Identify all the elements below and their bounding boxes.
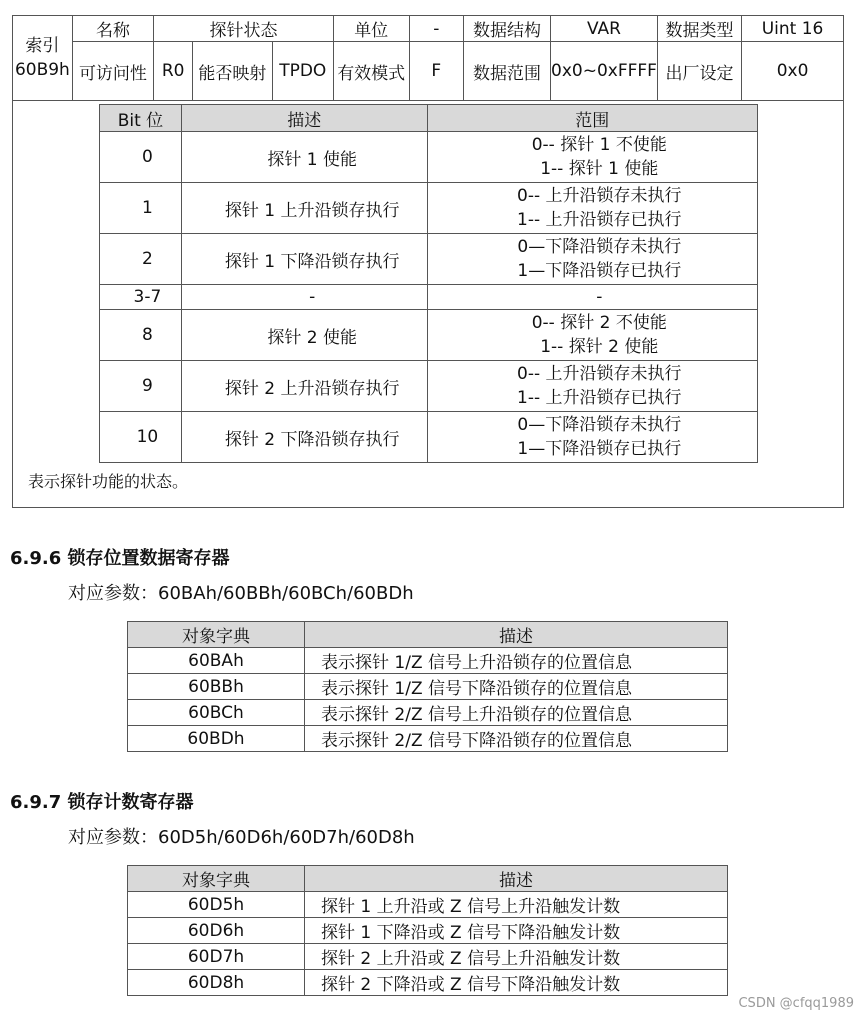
bit-cell: 3-7: [100, 285, 182, 310]
table-row: [100, 285, 758, 310]
index-value: 60B9h: [14, 60, 70, 80]
table-row: [100, 361, 758, 412]
table-row: [100, 234, 758, 285]
table-row: [128, 970, 728, 996]
range-line: 0-- 上升沿锁存未执行: [517, 364, 682, 384]
data-type-label: 数据类型: [657, 16, 741, 42]
table-row: [128, 648, 728, 674]
range-line: 0-- 探针 1 不使能: [531, 135, 667, 155]
unit-label: 单位: [333, 16, 409, 42]
table-row: [128, 892, 728, 918]
object-dict-header: 对象字典: [128, 866, 305, 892]
desc-cell: 探针 1 使能: [181, 132, 427, 183]
mappable-label: 能否映射: [193, 42, 272, 101]
object-desc: 探针 2 下降沿或 Z 信号下降沿触发计数: [305, 970, 728, 996]
desc-cell: 探针 2 上升沿锁存执行: [181, 361, 427, 412]
range-line: 1-- 探针 2 使能: [540, 337, 659, 357]
section-params-696: 对应参数：60BAh/60BBh/60BCh/60BDh: [68, 583, 414, 604]
range-cell: [427, 234, 757, 285]
desc-header: 描述: [305, 866, 728, 892]
range-line: 0-- 上升沿锁存未执行: [517, 186, 682, 206]
effective-mode-label: 有效模式: [333, 42, 409, 101]
data-type-value: Uint 16: [742, 16, 844, 42]
desc-cell: 探针 2 使能: [181, 310, 427, 361]
object-index: 60D5h: [128, 892, 305, 918]
range-cell: [427, 132, 757, 183]
range-cell: [427, 285, 757, 310]
bit-cell: 8: [100, 310, 182, 361]
object-index: 60BDh: [128, 726, 305, 752]
unit-value: -: [409, 16, 464, 42]
access-label: 可访问性: [72, 42, 153, 101]
data-range-value: 0x0~0xFFFF: [551, 42, 658, 101]
range-line: 1—下降沿锁存已执行: [517, 261, 682, 281]
object-index: 60BCh: [128, 700, 305, 726]
name-value: 探针状态: [154, 16, 334, 42]
object-index: 60D7h: [128, 944, 305, 970]
default-label: 出厂设定: [657, 42, 741, 101]
range-line: -: [596, 287, 603, 307]
effective-mode-value: F: [409, 42, 464, 101]
desc-cell: 探针 2 下降沿锁存执行: [181, 412, 427, 463]
table-row: [128, 944, 728, 970]
watermark: CSDN @cfqq1989: [738, 996, 854, 1011]
name-label: 名称: [72, 16, 153, 42]
table-row: [100, 132, 758, 183]
desc-header: 描述: [305, 622, 728, 648]
desc-cell: 探针 1 下降沿锁存执行: [181, 234, 427, 285]
param-note: 表示探针功能的状态。: [28, 472, 189, 491]
section-heading-697: 6.9.7 锁存计数寄存器: [10, 792, 194, 813]
range-cell: [427, 361, 757, 412]
section-heading-696: 6.9.6 锁存位置数据寄存器: [10, 548, 230, 569]
range-cell: [427, 183, 757, 234]
index-label: 索引: [25, 36, 60, 56]
bit-cell: 0: [100, 132, 182, 183]
data-structure-value: VAR: [551, 16, 658, 42]
table-row: [100, 183, 758, 234]
table-row: [100, 310, 758, 361]
table-row: [128, 700, 728, 726]
bit-header: Bit 位: [100, 105, 182, 132]
range-line: 0—下降沿锁存未执行: [517, 415, 682, 435]
range-line: 1-- 上升沿锁存已执行: [517, 210, 682, 230]
bit-cell: 10: [100, 412, 182, 463]
bit-table: [99, 104, 758, 463]
object-desc: 表示探针 2/Z 信号下降沿锁存的位置信息: [305, 726, 728, 752]
range-header: 范围: [427, 105, 757, 132]
access-value: R0: [154, 42, 193, 101]
object-desc: 表示探针 2/Z 信号上升沿锁存的位置信息: [305, 700, 728, 726]
table-row: [100, 412, 758, 463]
range-line: 0-- 探针 2 不使能: [531, 313, 667, 333]
table-row: [128, 726, 728, 752]
object-desc: 探针 1 下降沿或 Z 信号下降沿触发计数: [305, 918, 728, 944]
index-cell: [13, 16, 73, 101]
mappable-value: TPDO: [272, 42, 333, 101]
table-row: [128, 918, 728, 944]
object-index: 60BAh: [128, 648, 305, 674]
table-row: [128, 674, 728, 700]
bit-cell: 2: [100, 234, 182, 285]
parameter-table: [12, 15, 844, 508]
object-desc: 表示探针 1/Z 信号上升沿锁存的位置信息: [305, 648, 728, 674]
desc-header: 描述: [181, 105, 427, 132]
object-index: 60D6h: [128, 918, 305, 944]
bit-cell: 9: [100, 361, 182, 412]
object-desc: 探针 1 上升沿或 Z 信号上升沿触发计数: [305, 892, 728, 918]
section-params-697: 对应参数：60D5h/60D6h/60D7h/60D8h: [68, 827, 415, 848]
range-line: 1-- 上升沿锁存已执行: [517, 388, 682, 408]
data-range-label: 数据范围: [464, 42, 551, 101]
bit-cell: 1: [100, 183, 182, 234]
range-cell: [427, 310, 757, 361]
desc-cell: 探针 1 上升沿锁存执行: [181, 183, 427, 234]
description-area: [13, 101, 844, 508]
latch-count-table: [127, 865, 728, 996]
object-desc: 表示探针 1/Z 信号下降沿锁存的位置信息: [305, 674, 728, 700]
desc-cell: -: [181, 285, 427, 310]
latch-position-table: [127, 621, 728, 752]
range-cell: [427, 412, 757, 463]
default-value: 0x0: [742, 42, 844, 101]
range-line: 1—下降沿锁存已执行: [517, 439, 682, 459]
object-index: 60D8h: [128, 970, 305, 996]
range-line: 0—下降沿锁存未执行: [517, 237, 682, 257]
object-index: 60BBh: [128, 674, 305, 700]
data-structure-label: 数据结构: [464, 16, 551, 42]
object-dict-header: 对象字典: [128, 622, 305, 648]
object-desc: 探针 2 上升沿或 Z 信号上升沿触发计数: [305, 944, 728, 970]
range-line: 1-- 探针 1 使能: [540, 159, 659, 179]
